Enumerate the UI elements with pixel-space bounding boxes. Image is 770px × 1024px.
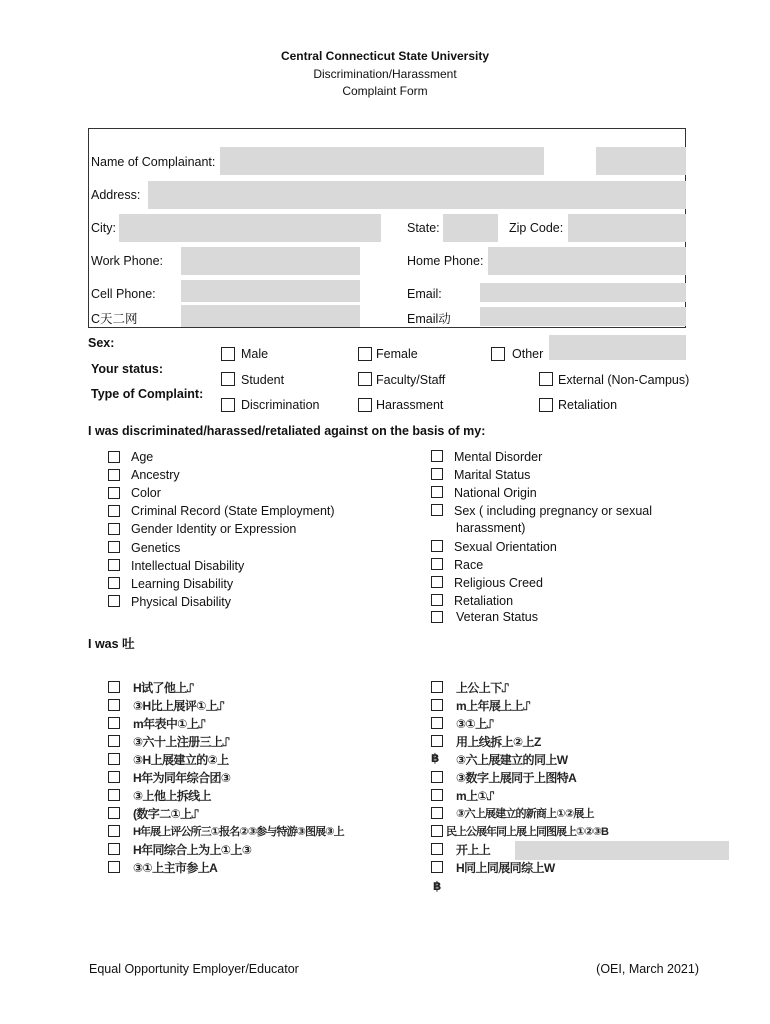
section2-label: ③H上展建立的②上 — [133, 753, 229, 767]
basis-marital-status-checkbox[interactable] — [431, 468, 443, 480]
section2-label: m上年展上上⑀ — [456, 699, 530, 713]
basis-label: Ancestry — [131, 468, 180, 482]
sex-male-label: Male — [241, 347, 269, 361]
section2-checkbox[interactable] — [431, 843, 443, 855]
type-harassment-checkbox[interactable] — [358, 398, 372, 412]
extra-right-label: Email动 — [407, 312, 451, 326]
work-phone-field[interactable] — [181, 247, 360, 275]
stray-mark: ฿ — [433, 879, 441, 893]
status-external-checkbox[interactable] — [539, 372, 553, 386]
footer-employer: Equal Opportunity Employer/Educator — [89, 962, 299, 976]
basis-label: Gender Identity or Expression — [131, 522, 297, 536]
basis-age-checkbox[interactable] — [108, 451, 120, 463]
basis-national-origin-checkbox[interactable] — [431, 486, 443, 498]
section2-checkbox[interactable] — [431, 789, 443, 801]
sex-other-checkbox[interactable] — [491, 347, 505, 361]
section2-label: ③六上展建立的同上W — [456, 753, 568, 767]
name-label: Name of Complainant: — [91, 155, 216, 169]
cell-phone-field[interactable] — [181, 280, 360, 302]
section2-checkbox[interactable] — [108, 771, 120, 783]
basis-mental-disorder-checkbox[interactable] — [431, 450, 443, 462]
footer-revision: (OEI, March 2021) — [596, 962, 699, 976]
status-faculty-label: Faculty/Staff — [376, 373, 446, 387]
basis-label: Sex ( including pregnancy or sexual — [454, 504, 653, 518]
work-phone-label: Work Phone: — [91, 254, 164, 268]
section2-checkbox[interactable] — [431, 717, 443, 729]
form-type: Discrimination/Harassment — [313, 67, 457, 81]
section2-label: ③上他上拆线上 — [133, 789, 211, 803]
basis-sexual-orientation-checkbox[interactable] — [431, 540, 443, 552]
basis-label: Veteran Status — [456, 610, 539, 624]
cell-phone-label: Cell Phone: — [91, 287, 156, 301]
status-faculty-checkbox[interactable] — [358, 372, 372, 386]
basis-label: Race — [454, 558, 484, 572]
extra-left-label: C天二网 — [91, 312, 138, 326]
basis-label: Criminal Record (State Employment) — [131, 504, 335, 518]
section2-label: ③六上展建立的新商上①②展上 — [456, 808, 594, 820]
section2-label: 民上公展年同上展上同图展上①②③B — [446, 826, 608, 838]
section2-checkbox[interactable] — [108, 825, 120, 837]
section2-checkbox[interactable] — [108, 789, 120, 801]
basis-ancestry-checkbox[interactable] — [108, 469, 120, 481]
sex-label: Sex: — [88, 336, 115, 350]
basis-religious-creed-checkbox[interactable] — [431, 576, 443, 588]
home-phone-label: Home Phone: — [407, 254, 484, 268]
state-label: State: — [407, 221, 440, 235]
section2-label: H年展上评公所三①报名②③参与特游③图展③上 — [133, 826, 344, 838]
status-student-label: Student — [241, 373, 285, 387]
basis-gender-identity-checkbox[interactable] — [108, 523, 120, 535]
basis-label: Genetics — [131, 541, 181, 555]
basis-label: Retaliation — [454, 594, 514, 608]
section2-checkbox[interactable] — [108, 735, 120, 747]
basis-label: Color — [131, 486, 161, 500]
section2-checkbox[interactable] — [108, 807, 120, 819]
basis-label: Age — [131, 450, 154, 464]
type-discrimination-checkbox[interactable] — [221, 398, 235, 412]
section2-checkbox[interactable] — [431, 681, 443, 693]
basis-genetics-checkbox[interactable] — [108, 541, 120, 553]
section2-checkbox[interactable] — [431, 699, 443, 711]
section2-label: ③数字上展同于上图特A — [456, 771, 577, 785]
extra-right-field[interactable] — [480, 307, 686, 326]
basis-label-continued: harassment) — [456, 521, 526, 535]
address-label: Address: — [91, 188, 141, 202]
section2-checkbox[interactable] — [108, 717, 120, 729]
sex-male-checkbox[interactable] — [221, 347, 235, 361]
email-field[interactable] — [480, 283, 686, 302]
stray-mark: ฿ — [431, 751, 439, 765]
section2-label: ③H比上展评①上⑀ — [133, 699, 224, 713]
name-field-extra[interactable] — [596, 147, 686, 175]
basis-label: Learning Disability — [131, 577, 234, 591]
section2-label: H年同综合上为上①上③ — [133, 843, 252, 857]
basis-veteran-status-checkbox[interactable] — [431, 611, 443, 623]
section2-label: ③①上主市参上A — [133, 861, 218, 875]
complaint-type-label: Type of Complaint: — [91, 387, 204, 401]
sex-other-field[interactable] — [549, 335, 686, 360]
section2-heading: I was 吐 — [88, 637, 135, 651]
university-title: Central Connecticut State University — [280, 49, 490, 63]
basis-label: Marital Status — [454, 468, 531, 482]
section2-label: 开上上 — [456, 843, 491, 857]
type-discrimination-label: Discrimination — [241, 398, 320, 412]
status-label: Your status: — [91, 362, 163, 376]
section2-label: ③六十上注册三上⑀ — [133, 735, 229, 749]
basis-retaliation-checkbox[interactable] — [431, 594, 443, 606]
status-student-checkbox[interactable] — [221, 372, 235, 386]
status-external-label: External (Non-Campus) — [558, 373, 690, 387]
section2-checkbox[interactable] — [108, 843, 120, 855]
sex-female-label: Female — [376, 347, 418, 361]
section2-label: ③①上⑀ — [456, 717, 494, 731]
basis-heading: I was discriminated/harassed/retaliated against on the basis of my: — [88, 424, 486, 438]
section2-checkbox[interactable] — [108, 699, 120, 711]
basis-intellectual-disability-checkbox[interactable] — [108, 559, 120, 571]
section2-label: H年为同年综合团③ — [133, 771, 231, 785]
type-retaliation-checkbox[interactable] — [539, 398, 553, 412]
section2-label: m年表中①上⑀ — [133, 717, 205, 731]
basis-label: Physical Disability — [131, 595, 232, 609]
basis-learning-disability-checkbox[interactable] — [108, 577, 120, 589]
basis-label: Mental Disorder — [454, 450, 543, 464]
basis-physical-disability-checkbox[interactable] — [108, 595, 120, 607]
section2-checkbox[interactable] — [431, 861, 443, 873]
section2-label: 用上线拆上②上Z — [456, 735, 541, 749]
section2-checkbox[interactable] — [431, 807, 443, 819]
basis-color-checkbox[interactable] — [108, 487, 120, 499]
basis-race-checkbox[interactable] — [431, 558, 443, 570]
section2-checkbox[interactable] — [431, 825, 443, 837]
section2-checkbox[interactable] — [108, 753, 120, 765]
state-field[interactable] — [443, 214, 498, 242]
sex-other-label: Other — [512, 347, 544, 361]
section2-label: 上公上下⑀ — [456, 681, 509, 695]
section2-label: (数字二①上⑀ — [133, 807, 199, 821]
section2-other-field[interactable] — [515, 841, 729, 860]
type-harassment-label: Harassment — [376, 398, 444, 412]
sex-female-checkbox[interactable] — [358, 347, 372, 361]
section2-checkbox[interactable] — [108, 861, 120, 873]
extra-left-field[interactable] — [181, 305, 360, 327]
form-name: Complaint Form — [342, 84, 428, 98]
email-label: Email: — [407, 287, 442, 301]
basis-criminal-record-checkbox[interactable] — [108, 505, 120, 517]
section2-checkbox[interactable] — [108, 681, 120, 693]
type-retaliation-label: Retaliation — [558, 398, 618, 412]
section2-label: H试了他上⑀ — [133, 681, 194, 695]
basis-label: Religious Creed — [454, 576, 543, 590]
zip-field[interactable] — [568, 214, 686, 242]
city-label: City: — [91, 221, 116, 235]
section2-checkbox[interactable] — [431, 735, 443, 747]
basis-label: National Origin — [454, 486, 537, 500]
name-field[interactable] — [220, 147, 544, 175]
section2-label: m上①⑀ — [456, 789, 494, 803]
basis-label: Intellectual Disability — [131, 559, 245, 573]
address-field[interactable] — [148, 181, 686, 209]
section2-checkbox[interactable] — [431, 771, 443, 783]
city-field[interactable] — [119, 214, 381, 242]
basis-sex-checkbox[interactable] — [431, 504, 443, 516]
section2-label: H同上同展同综上W — [456, 861, 555, 875]
zip-label: Zip Code: — [509, 221, 564, 235]
basis-label: Sexual Orientation — [454, 540, 557, 554]
home-phone-field[interactable] — [488, 247, 686, 275]
